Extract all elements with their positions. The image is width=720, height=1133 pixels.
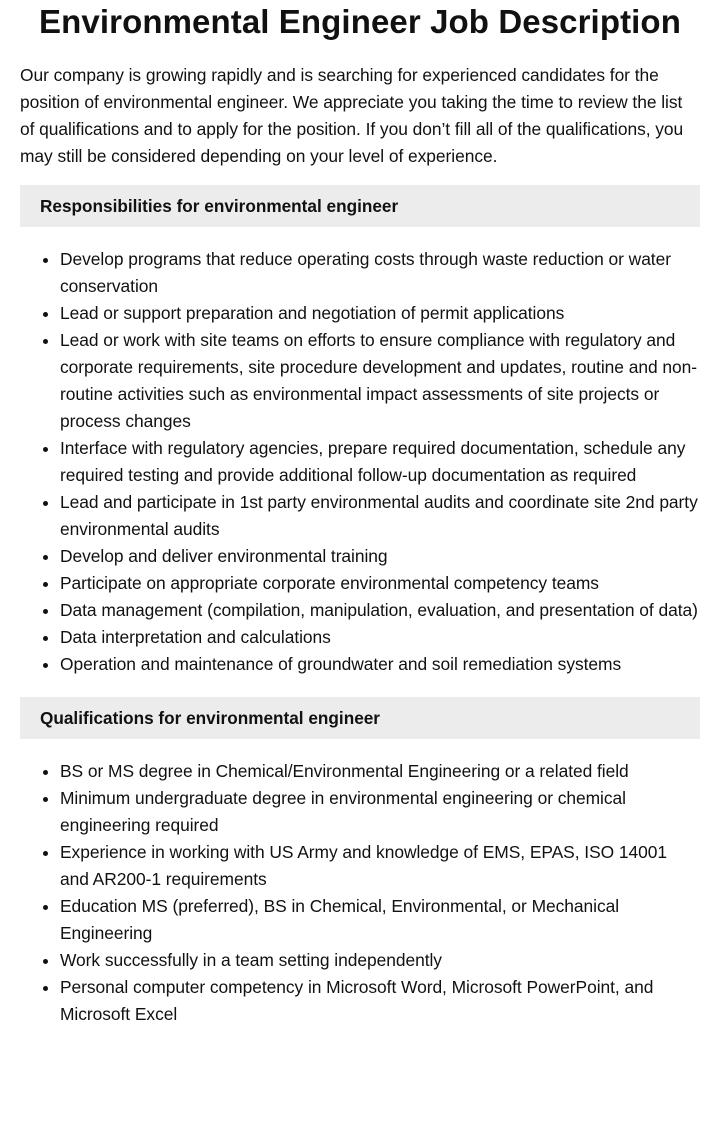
list-item: • BS or MS degree in Chemical/Environmental Engineering or a related field <box>60 758 700 785</box>
intro-paragraph: Our company is growing rapidly and is searching for experienced candidates for the position of environmental engineer. We appreciate you taking the time to review the list of qualifications and to apply for the position. If you don’t fill all of the qualifications, you may still be considered depending on your level of experience. <box>20 65 684 166</box>
qualifications-list <box>20 758 700 1028</box>
list-item: • Data management (compilation, manipulation, evaluation, and presentation of data) <box>60 597 700 624</box>
list-item: • Education MS (preferred), BS in Chemical, Environmental, or Mechanical Engineering <box>60 893 700 947</box>
list-item: • Experience in working with US Army and knowledge of EMS, EPAS, ISO 14001 and AR200-1 requirements <box>60 839 700 893</box>
list-item: • Work successfully in a team setting independently <box>60 947 700 974</box>
list-item: • Interface with regulatory agencies, prepare required documentation, schedule any required testing and provide additional follow-up documentation as required <box>60 435 700 489</box>
responsibilities-list <box>20 246 700 678</box>
list-item: • Lead and participate in 1st party environmental audits and coordinate site 2nd party environmental audits <box>60 489 700 543</box>
list-item: • Lead or support preparation and negotiation of permit applications <box>60 300 700 327</box>
list-item: • Data interpretation and calculations <box>60 624 700 651</box>
responsibilities-heading: Responsibilities for environmental engineer <box>20 185 700 227</box>
list-item: • Participate on appropriate corporate environmental competency teams <box>60 570 700 597</box>
list-item: • Lead or work with site teams on efforts to ensure compliance with regulatory and corporate requirements, site procedure development and updates, routine and non-routine activities such as environmental impact assessments of site projects or process changes <box>60 327 700 435</box>
page-title: Environmental Engineer Job Description <box>39 3 681 40</box>
list-item: • Personal computer competency in Microsoft Word, Microsoft PowerPoint, and Microsoft Excel <box>60 974 700 1028</box>
list-item: • Minimum undergraduate degree in environmental engineering or chemical engineering required <box>60 785 700 839</box>
list-item: • Develop and deliver environmental training <box>60 543 700 570</box>
list-item: • Operation and maintenance of groundwater and soil remediation systems <box>60 651 700 678</box>
list-item: • Develop programs that reduce operating costs through waste reduction or water conservation <box>60 246 700 300</box>
qualifications-heading: Qualifications for environmental engineer <box>20 697 700 739</box>
